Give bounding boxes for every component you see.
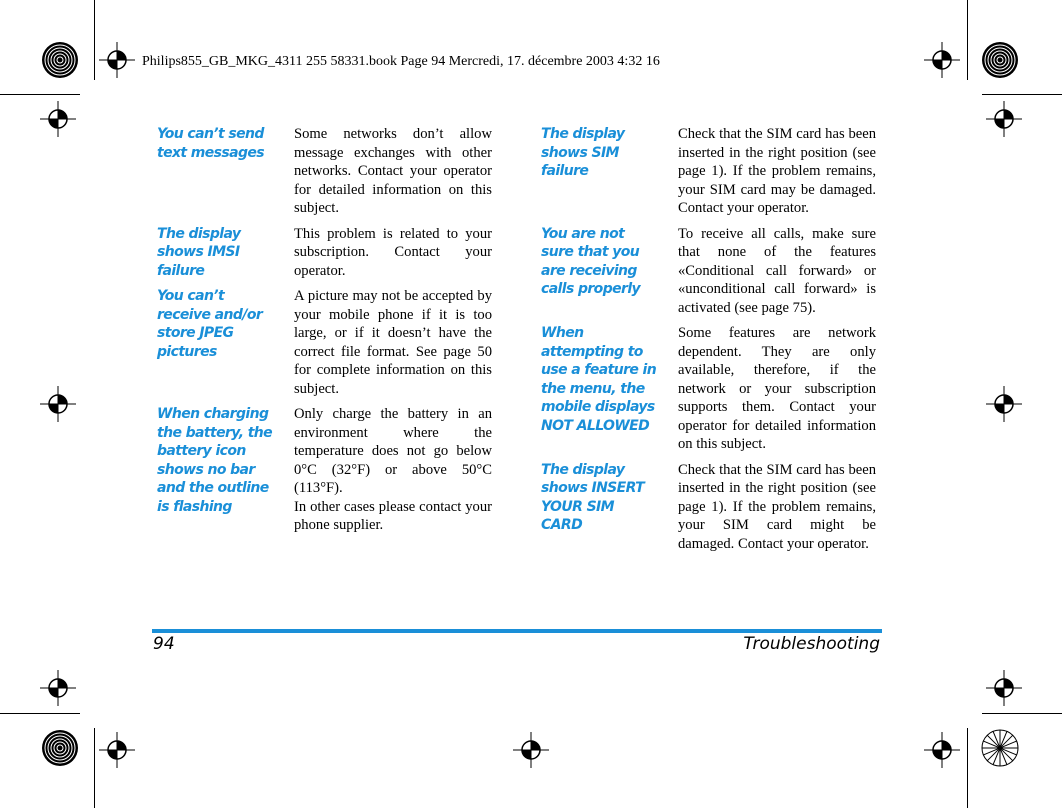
footer-rule bbox=[152, 629, 882, 633]
crop-mark bbox=[982, 94, 1062, 95]
faq-question: You are not sure that you are receiving calls properly bbox=[541, 225, 641, 297]
faq-question: When attempting to use a feature in the menu, the mobile displays NOT ALLOWED bbox=[541, 325, 657, 434]
faq-entry bbox=[157, 287, 497, 398]
faq-question: You can’t receive and/or store JPEG pictures bbox=[157, 288, 263, 360]
print-slug: Philips855_GB_MKG_4311 255 58331.book Page 94 Mercredi, 17. décembre 2003 4:32 16 bbox=[142, 54, 660, 69]
crop-mark bbox=[94, 728, 95, 808]
faq-question: The display shows SIM failure bbox=[541, 126, 625, 179]
faq-answer-paragraph: This problem is related to your subscription. Contact your operator. bbox=[294, 225, 492, 279]
registration-mark-icon bbox=[99, 42, 135, 78]
troubleshooting-right-column bbox=[541, 125, 881, 560]
faq-answer bbox=[294, 125, 492, 218]
registration-mark-icon bbox=[40, 101, 76, 137]
crop-mark bbox=[94, 0, 95, 80]
faq-answer-paragraph: Some features are network dependent. They are only available, therefore, if the network or your subscription supports them. Contact your operator for detailed information on this subject. bbox=[678, 325, 876, 452]
faq-entry bbox=[541, 225, 881, 318]
crop-mark bbox=[0, 713, 80, 714]
faq-answer bbox=[678, 225, 876, 318]
starburst-mark-icon bbox=[41, 41, 79, 79]
faq-answer bbox=[678, 125, 876, 218]
faq-answer bbox=[678, 324, 876, 454]
faq-entry bbox=[157, 125, 497, 218]
faq-answer-paragraph: Check that the SIM card has been inserted in the right position (see page 1). If the problem remains, your SIM card may be damaged. Contact your operator. bbox=[678, 126, 876, 216]
registration-mark-icon bbox=[513, 732, 549, 768]
faq-question: You can’t send text messages bbox=[157, 126, 265, 161]
faq-answer-paragraph: Some networks don’t allow message exchanges with other networks. Contact your operator for detailed information on this subject. bbox=[294, 126, 492, 216]
faq-question: The display shows IMSI failure bbox=[157, 225, 241, 279]
registration-mark-icon bbox=[99, 732, 135, 768]
faq-answer-paragraph: Check that the SIM card has been inserted in the right position (see page 1). If the problem remains, your SIM card might be damaged. Contact your operator. bbox=[678, 461, 876, 552]
crop-mark bbox=[0, 94, 80, 95]
faq-entry bbox=[541, 125, 881, 218]
faq-answer-paragraph: A picture may not be accepted by your mobile phone if it is too large, or if it doesn’t have the correct file format. See page 50 for complete information on this subject. bbox=[294, 288, 492, 397]
faq-question: The display shows INSERT YOUR SIM CARD bbox=[541, 461, 645, 533]
faq-answer-paragraph: To receive all calls, make sure that none of the features «Conditional call forward» or «unconditional call forward» is activated (see page 75). bbox=[678, 225, 876, 316]
crop-mark bbox=[967, 728, 968, 808]
registration-mark-icon bbox=[924, 732, 960, 768]
starburst-mark-icon bbox=[41, 729, 79, 767]
page-number: 94 bbox=[153, 634, 175, 654]
registration-mark-icon bbox=[40, 386, 76, 422]
registration-mark-icon bbox=[40, 670, 76, 706]
registration-mark-icon bbox=[986, 101, 1022, 137]
registration-mark-icon bbox=[924, 42, 960, 78]
faq-question: When charging the battery, the battery icon shows no bar and the outline is flashing bbox=[157, 406, 273, 515]
faq-answer bbox=[294, 225, 492, 281]
crop-mark bbox=[967, 0, 968, 80]
registration-mark-icon bbox=[986, 386, 1022, 422]
faq-answer bbox=[678, 461, 876, 554]
starburst-mark-icon bbox=[981, 41, 1019, 79]
faq-answer-paragraph: In other cases please contact your phone supplier. bbox=[294, 498, 492, 533]
registration-mark-icon bbox=[986, 670, 1022, 706]
crop-mark bbox=[982, 713, 1062, 714]
faq-answer bbox=[294, 287, 492, 398]
section-title: Troubleshooting bbox=[743, 634, 880, 654]
faq-entry bbox=[541, 324, 881, 454]
faq-entry bbox=[541, 461, 881, 554]
starburst-mark-icon bbox=[981, 729, 1019, 767]
faq-answer-paragraph: Only charge the battery in an environment where the temperature does not go below 0°C (32°F) or above 50°C (113°F). bbox=[294, 406, 492, 496]
faq-entry bbox=[157, 405, 497, 535]
troubleshooting-left-column bbox=[157, 125, 497, 542]
faq-answer bbox=[294, 405, 492, 535]
faq-entry bbox=[157, 225, 497, 281]
